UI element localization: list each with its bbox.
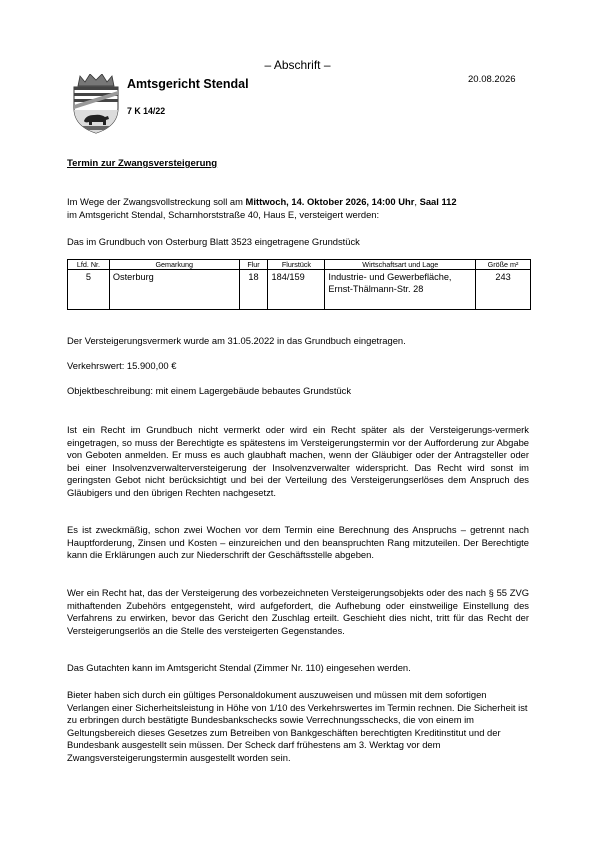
intro-text-2: ,	[414, 196, 420, 207]
grundbuch-line: Das im Grundbuch von Osterburg Blatt 3523 eingetragene Grundstück	[67, 236, 360, 247]
paragraph-berechnung: Es ist zweckmäßig, schon zwei Wochen vor dem Termin eine Berechnung des Anspruchs – getrennt nach Hauptforderung, Zinsen und Kosten – einzureichen und den beanspruchten Rang mitzuteilen. Der Berechtigte kann die Erklärungen auch zur Niederschrift der Geschäftsstelle abgeben.	[67, 524, 529, 560]
table-cell: 5	[68, 270, 110, 310]
objekt-line: Objektbeschreibung: mit einem Lagergebäude bebautes Grundstück	[67, 385, 352, 396]
intro-text-1: Im Wege der Zwangsvollstreckung soll am	[67, 196, 246, 207]
auction-room: Saal 112	[419, 196, 457, 207]
coat-of-arms-icon	[70, 74, 122, 134]
verkehrswert-line: Verkehrswert: 15.900,00 €	[67, 360, 177, 371]
table-row	[68, 270, 531, 310]
table-cell: 243	[476, 270, 531, 310]
column-header: Gemarkung	[109, 260, 239, 270]
column-header: Lfd. Nr.	[68, 260, 110, 270]
paragraph-aufhebung: Wer ein Recht hat, das der Versteigerung des vorbezeichneten Versteigerungsobjekts oder des nach § 55 ZVG mithaftenden Zubehörs entgegensteht, wird aufgefordert, die Aufhebung oder einstweilige Einstellung des Verfahrens zu erwirken, bevor das Gericht den Zuschlag erteilt. Geschieht dies nicht, tritt für das Recht der Versteigerungserlös an die Stelle des versteigerten Gegenstandes.	[67, 587, 529, 636]
paragraph-anmeldung: Ist ein Recht im Grundbuch nicht vermerkt oder wird ein Recht später als der Versteigerungs-vermerk eingetragen, so muss der Berechtigte es spätestens im Versteigerungstermin vor der Aufforderung zur Abgabe von Geboten anmelden. Er muss es auch glaubhaft machen, wenn der Gläubiger oder der Antragsteller oder bei einer Insolvenzverwalterversteigerung der Insolvenzverwalter widerspricht. Das Recht wird sonst im geringsten Gebot nicht berücksichtigt und bei der Verteilung des Versteigerungserlöses dem Anspruch des Gläubigers und den übrigen Rechten nachgesetzt.	[67, 424, 529, 498]
column-header: Flur	[239, 260, 268, 270]
table-cell: Industrie- und Gewerbefläche, Ernst-Thälmann-Str. 28	[325, 270, 476, 310]
intro-text-3: im Amtsgericht Stendal, Scharnhorststraße 40, Haus E, versteigert werden:	[67, 208, 380, 220]
auction-date: Mittwoch, 14. Oktober 2026, 14:00 Uhr	[245, 196, 415, 207]
intro-paragraph	[67, 196, 529, 221]
paragraph-sicherheit: Bieter haben sich durch ein gültiges Personaldokument auszuweisen und müssen mit dem sofortigen Verlangen einer Sicherheitsleistung in Höhe von 1/10 des Verkehrswertes im Termin rechnen. Die Sicherheit ist zu erbringen durch bestätigte Bundesbankschecks sowie Verrechnungsschecks, die von einem im Geltungsbereich dieses Gesetzes zum Betreiben von Bankgeschäften berechtigten Kreditinstitut und der Bundesbank ausgestellt sein müssen. Der Scheck darf frühestens am 3. Werktag vor dem Zwangsversteigerungstermin ausgestellt worden sein.	[67, 689, 528, 763]
document-title: Termin zur Zwangsversteigerung	[67, 158, 218, 169]
column-header: Flurstück	[268, 260, 325, 270]
copy-mark: – Abschrift –	[264, 58, 331, 72]
court-name: Amtsgericht Stendal	[127, 77, 249, 91]
table-cell: 18	[239, 270, 268, 310]
column-header: Wirtschaftsart und Lage	[325, 260, 476, 270]
table-header-row	[68, 260, 531, 270]
table-cell: 184/159	[268, 270, 325, 310]
table-cell: Osterburg	[109, 270, 239, 310]
vermerk-line: Der Versteigerungsvermerk wurde am 31.05.2022 in das Grundbuch eingetragen.	[67, 335, 406, 346]
document-date: 20.08.2026	[468, 74, 516, 85]
case-number: 7 K 14/22	[127, 106, 166, 116]
column-header: Größe m²	[476, 260, 531, 270]
paragraph-gutachten: Das Gutachten kann im Amtsgericht Stendal (Zimmer Nr. 110) eingesehen werden.	[67, 662, 411, 673]
property-table	[67, 259, 531, 310]
